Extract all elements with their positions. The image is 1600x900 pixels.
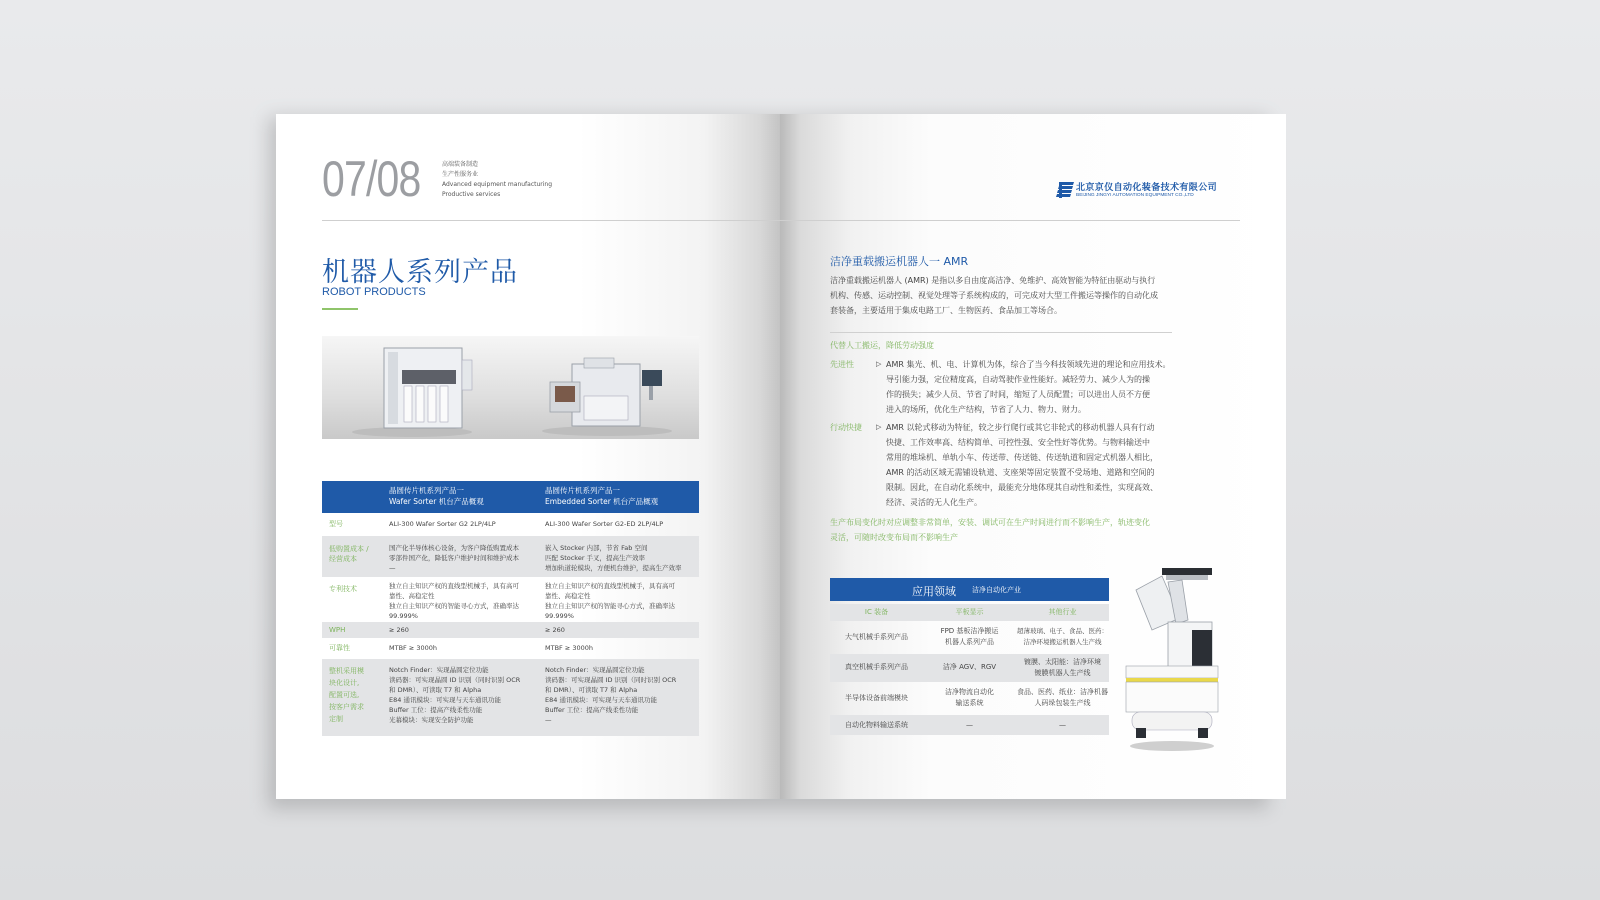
company-name-cn: 北京京仪自动化装备技术有限公司 xyxy=(1076,183,1218,193)
row-label: 专利技术 xyxy=(329,585,357,593)
wafer-sorter-machines-image xyxy=(322,336,699,439)
application-table-header xyxy=(830,578,1109,601)
highlight-text: 代替人工搬运，降低劳动强度 xyxy=(830,341,934,350)
app-cell: 自动化物料输送系统 xyxy=(845,721,908,729)
app-cell: — xyxy=(1059,721,1066,729)
row-col1: 独立自主知识产权的直线型机械手，具有高可 靠性、高稳定性 独立自主知识产权的智能寻心方式，准确率达 99.999% xyxy=(389,582,519,620)
row-col2: MTBF ≥ 3000h xyxy=(545,644,594,652)
closing-text: 生产布局变化时对应调整非常简单，安装、调试可在生产时间进行而不影响生产，轨迹变化 灵活，可随时改变布局而不影响生产 xyxy=(830,518,1150,542)
row-col2: Notch Finder：实现晶圆定位功能 读码器：可实现晶圆 ID 识别（同时识别 OCR 和 DMR）、可读取 T7 和 Alpha E84 通讯模块：可实现与天车通讯功能 Buffer 工位：提高产线柔性功能 — xyxy=(545,666,677,724)
row-col2: 嵌入 Stocker 内部，节省 Fab 空间 匹配 Stocker 手叉，提高生产效率 增加轨道轮模块，方便机台维护，提高生产效率 xyxy=(545,544,682,572)
column-header-ic: IC 装备 xyxy=(864,608,889,616)
app-cell: FPD 基板洁净搬运 机器人系列产品 xyxy=(940,627,999,646)
app-cell: 洁净 AGV、RGV xyxy=(942,663,997,671)
row-col1: Notch Finder：实现晶圆定位功能 读码器：可实现晶圆 ID 识别（同时识别 OCR 和 DMR）、可读取 T7 和 Alpha E84 通讯模块：可实现与天车通讯功能 Buffer 工位：提高产线柔性功能 光幕模块：实现安全防护功能 xyxy=(389,666,521,724)
row-col2: ALI-300 Wafer Sorter G2-ED 2LP/4LP xyxy=(545,520,664,528)
bullet-triangle-icon: ▷ xyxy=(876,423,882,431)
page-title: 机器人系列产品 xyxy=(322,257,518,288)
left-page xyxy=(276,114,780,799)
bullet-triangle-icon: ▷ xyxy=(876,360,882,368)
table-row xyxy=(322,639,699,658)
feature-label-fast: 行动快捷 xyxy=(830,423,862,432)
table-header-col2: 晶圆传片机系列产品一 Embedded Sorter 机台产品概观 xyxy=(545,486,659,506)
intro-paragraph: 洁净重载搬运机器人 (AMR) 是指以多自由度高洁净、免维护、高效智能为特征由驱动与执行 机构、传感、运动控制、视觉处理等子系统构成的，可完成对大型工件搬运等操作的自动化成 套装备，主要适用于集成电路工厂、生物医药、食品加工等场合。 xyxy=(830,276,1158,315)
company-name-en: BEIJING JINGYI AUTOMATION EQUIPMENT CO.,LTD xyxy=(1076,193,1194,198)
title-accent-line xyxy=(322,308,358,310)
application-row xyxy=(830,622,1109,653)
app-cell: 洁净物流自动化 输送系统 xyxy=(945,688,994,707)
feature-label-advanced: 先进性 xyxy=(830,360,854,369)
table-row xyxy=(322,536,699,577)
header-rule xyxy=(322,220,780,221)
table-row xyxy=(322,622,699,638)
application-row xyxy=(830,715,1109,735)
feature-text-advanced: AMR 集光、机、电、计算机为体，综合了当今科技领域先进的理论和应用技术。 导引能力强，定位精度高，自动驾驶作业性能好。减轻劳力、减少人为的操 作的损失；减少人员、节省了时间，缩短了人员配置；可以进出人员不方便 进入的场所，优化生产结构，节省了人力、物力、财力。 xyxy=(886,360,1171,414)
header-rule xyxy=(780,220,1240,221)
application-heading: 应用领域 xyxy=(912,585,956,598)
column-header-display: 平板显示 xyxy=(955,608,984,616)
product-photo xyxy=(322,336,699,439)
app-cell: 大气机械手系列产品 xyxy=(845,633,908,641)
row-label: 型号 xyxy=(329,520,343,528)
app-cell: 真空机械手系列产品 xyxy=(845,663,908,671)
app-cell: 半导体设备前端模块 xyxy=(845,694,908,702)
application-subheading: 洁净自动化产业 xyxy=(972,586,1021,594)
row-col1: ALI-300 Wafer Sorter G2 2LP/4LP xyxy=(389,520,496,528)
application-columns-row xyxy=(830,604,1109,621)
feature-text-fast: AMR 以轮式移动为特征，较之步行爬行或其它非轮式的移动机器人具有行动 快捷、工作效率高、结构简单、可控性强、安全性好等优势。与物料输送中 常用的堆垛机、单轨小车、传送带、传送链、传送轨道和固定式机器人相比， AMR 的活动区域无需铺设轨道、支座架等固定装置不受场地、道路和空间的 限制。因此，在自动化系统中，最能充分地体现其自动性和柔性，实现高效、 经济、灵活的无人化生产。 xyxy=(886,423,1158,507)
page-subtitle: ROBOT PRODUCTS xyxy=(322,286,426,298)
row-label: WPH xyxy=(329,626,346,634)
page-number: 07/08 xyxy=(322,151,421,207)
table-row xyxy=(322,578,699,621)
row-col1: MTBF ≥ 3000h xyxy=(389,644,438,652)
section-divider xyxy=(830,332,1172,333)
application-row xyxy=(830,654,1109,682)
application-row xyxy=(830,683,1109,714)
row-label: 可靠性 xyxy=(329,644,350,652)
app-cell: 超薄玻璃、电子、食品、医药： 洁净环境搬运机器人生产线 xyxy=(1017,627,1108,646)
table-header-col1: 晶圆传片机系列产品一 Wafer Sorter 机台产品概观 xyxy=(389,486,484,506)
row-label: 整机采用模 块化设计, 配置可选, 按客户需求 定制 xyxy=(329,667,364,723)
section-title: 洁净重载搬运机器人一 AMR xyxy=(830,255,969,268)
table-header xyxy=(322,481,699,513)
app-cell: 镀膜、太阳能：洁净环境 镀膜机器人生产线 xyxy=(1024,658,1101,677)
right-page xyxy=(780,114,1286,799)
app-cell: — xyxy=(966,721,973,729)
slogan: 高端装备制造 生产性服务业 Advanced equipment manufacturing Productive services xyxy=(442,161,553,198)
row-col1: 国产化半导体核心设备，为客户降低购置成本 零部件国产化，降低客户维护时间和维护成本 — xyxy=(389,544,519,572)
company-logo-icon xyxy=(1056,182,1074,198)
table-row xyxy=(322,659,699,736)
row-col1: ≥ 260 xyxy=(389,626,409,634)
row-col2: ≥ 260 xyxy=(545,626,565,634)
column-header-other: 其他行业 xyxy=(1048,608,1077,616)
app-cell: 食品、医药、纸业：洁净机器 人码垛包装生产线 xyxy=(1017,688,1108,707)
row-col2: 独立自主知识产权的直线型机械手，具有高可 靠性、高稳定性 独立自主知识产权的智能寻心方式，准确率达 99.999% xyxy=(545,582,675,620)
table-row xyxy=(322,514,699,535)
amr-robot-image xyxy=(1122,568,1222,753)
row-label: 低购置成本 / 经营成本 xyxy=(329,545,369,563)
